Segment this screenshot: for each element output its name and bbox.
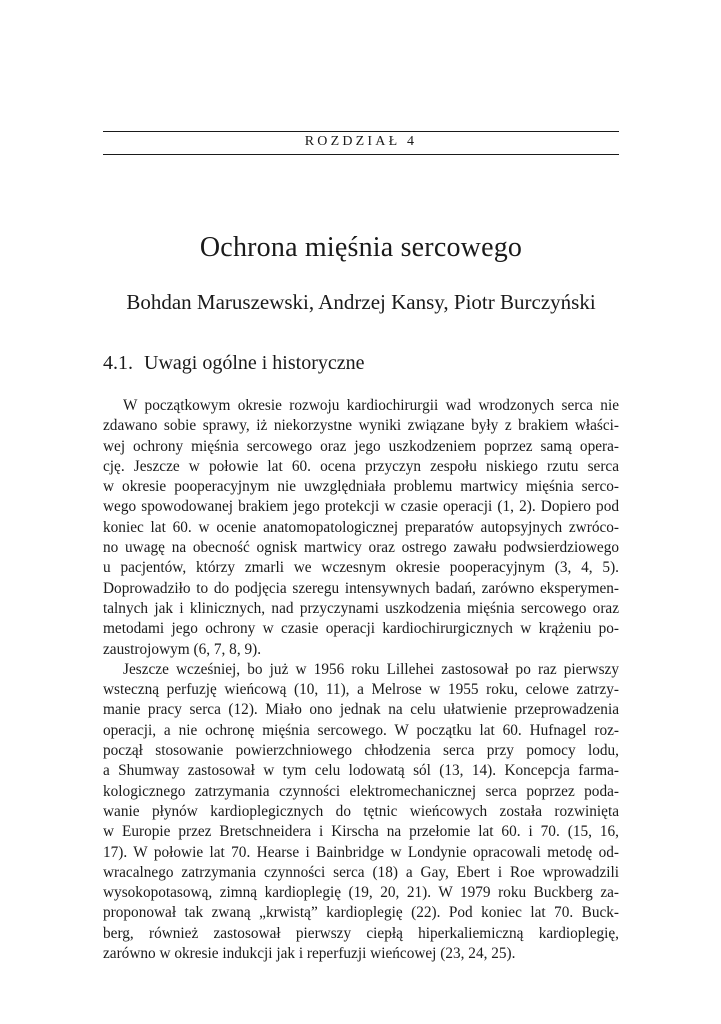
text-line: berg, również zastosował pierwszy ciepłą hiperkaliemiczną kardioplegię, — [103, 924, 619, 942]
text-line: wysokopotasową, zimną kardioplegię (19, 20, 21). W 1979 roku Buckberg za- — [103, 884, 619, 902]
text-line: wsteczną perfuzję wieńcową (10, 11), a Melrose w 1955 roku, celowe zatrzy- — [103, 681, 619, 699]
text-line: cję. Jeszcze w połowie lat 60. ocena przyczyn zespołu niskiego rzutu serca — [103, 457, 619, 475]
text-line: u pacjentów, którzy zmarli we wczesnym okresie pooperacyjnym (3, 4, 5). — [103, 559, 619, 577]
paragraph — [103, 396, 619, 660]
text-line: kologicznego zatrzymania czynności elektromechanicznej serca poprzez poda- — [103, 782, 619, 800]
text-line: zarówno w okresie indukcji jak i reperfuzji wieńcowej (23, 24, 25). — [103, 945, 516, 963]
section-number: 4.1. — [103, 352, 133, 374]
text-line: operacji, a nie ochronę mięśnia sercowego. W początku lat 60. Hufnagel roz- — [103, 721, 619, 739]
chapter-title: Ochrona mięśnia sercowego — [199, 232, 523, 263]
section-title: Uwagi ogólne i historyczne — [144, 352, 365, 374]
header-rule-top — [103, 131, 619, 132]
text-line: w okresie pooperacyjnym nie uwzględniała problemu martwicy mięśnia serco- — [103, 478, 619, 496]
text-line: wego spowodowanej brakiem jego protekcji w czasie operacji (1, 2). Dopiero pod — [103, 498, 619, 516]
text-line: począł stosowanie powierzchniowego chłodzenia serca przy pomocy lodu, — [103, 742, 619, 760]
paragraph — [103, 660, 619, 964]
text-line: Jeszcze wcześniej, bo już w 1956 roku Lillehei zastosował po raz pierwszy — [123, 660, 619, 678]
text-line: no uwagę na obecność ognisk martwicy oraz ostrego zawału podwsierdziowego — [103, 539, 619, 557]
text-line: 17). W połowie lat 70. Hearse i Bainbridge w Londynie opracowali metodę od- — [103, 843, 619, 861]
section-heading — [103, 349, 365, 377]
text-line: wanie płynów kardioplegicznych do tętnic wieńcowych została rozwinięta — [103, 802, 619, 820]
text-line: koniec lat 60. w ocenie anatomopatologicznej preparatów autopsyjnych zwróco- — [103, 518, 619, 536]
text-line: w Europie przez Bretschneidera i Kirscha na przełomie lat 60. i 70. (15, 16, — [103, 823, 619, 841]
chapter-label: ROZDZIAŁ 4 — [304, 134, 418, 149]
header-rule-bottom — [103, 154, 619, 155]
text-line: Doprowadziło to do podjęcia szeregu intensywnych badań, zarówno eksperymen- — [103, 579, 619, 597]
body-text — [103, 396, 619, 964]
text-line: metodami jego ochrony w czasie operacji kardiochirurgicznych w krążeniu po- — [103, 620, 619, 638]
text-line: zdawano sobie sprawy, iż niekorzystne wyniki związane były z brakiem właści- — [103, 417, 619, 435]
text-line: proponował tak zwaną „krwistą” kardioplegię (22). Pod koniec lat 70. Buck- — [103, 904, 619, 922]
text-line: manie pracy serca (12). Miało ono jednak na celu ułatwienie przeprowadzenia — [103, 701, 619, 719]
text-line: wracalnego zatrzymania czynności serca (18) a Gay, Ebert i Roe wprowadzili — [103, 863, 619, 881]
text-line: talnych jak i klinicznych, nad przyczynami uszkodzenia mięśnia sercowego oraz — [103, 599, 619, 617]
text-line: zaustrojowym (6, 7, 8, 9). — [103, 640, 262, 658]
text-line: a Shumway zastosował w tym celu lodowatą sól (13, 14). Koncepcja farma- — [103, 762, 619, 780]
chapter-authors: Bohdan Maruszewski, Andrzej Kansy, Piotr Burczyński — [126, 290, 596, 314]
text-line: wej ochrony mięśnia sercowego oraz jego uszkodzeniem poprzez samą opera- — [103, 437, 619, 455]
text-line: W początkowym okresie rozwoju kardiochirurgii wad wrodzonych serca nie — [123, 397, 619, 414]
